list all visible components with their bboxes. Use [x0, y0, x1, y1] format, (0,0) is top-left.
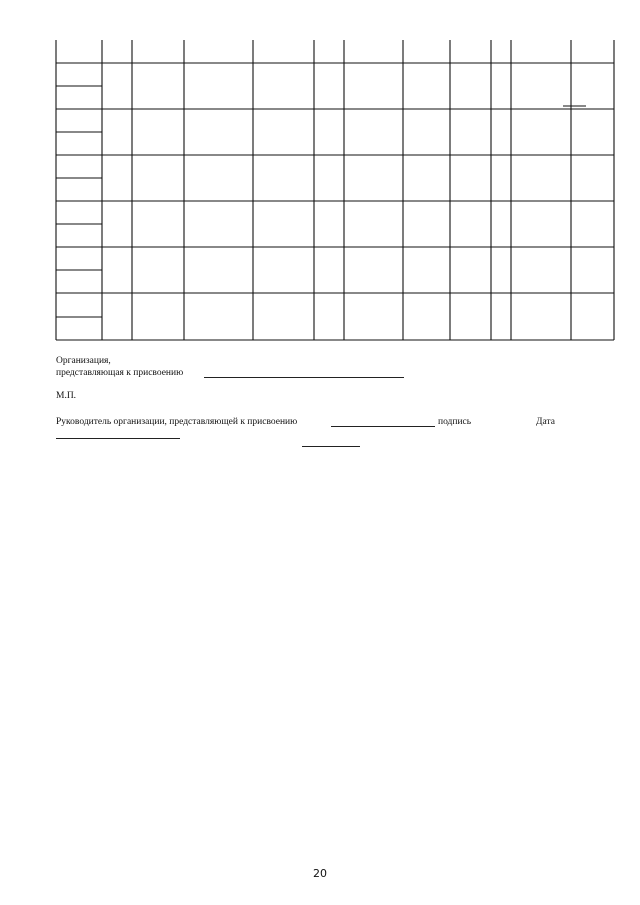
organization-label-line2: представляющая к присвоению: [56, 368, 184, 378]
page-number: 20: [313, 867, 327, 880]
organization-label-line1: Организация,: [56, 356, 111, 366]
signature-blank-line[interactable]: [56, 438, 180, 439]
signature-label: подпись: [438, 417, 472, 427]
head-name-blank-line[interactable]: [331, 426, 435, 427]
date-blank-line[interactable]: [302, 446, 360, 447]
organization-blank-line[interactable]: [204, 377, 404, 378]
stamp-label: М.П.: [56, 391, 77, 401]
head-of-organization-label: Руководитель организации, представляющей к присвоению: [56, 417, 298, 427]
date-label: Дата: [536, 417, 555, 427]
form-table: [0, 0, 640, 360]
